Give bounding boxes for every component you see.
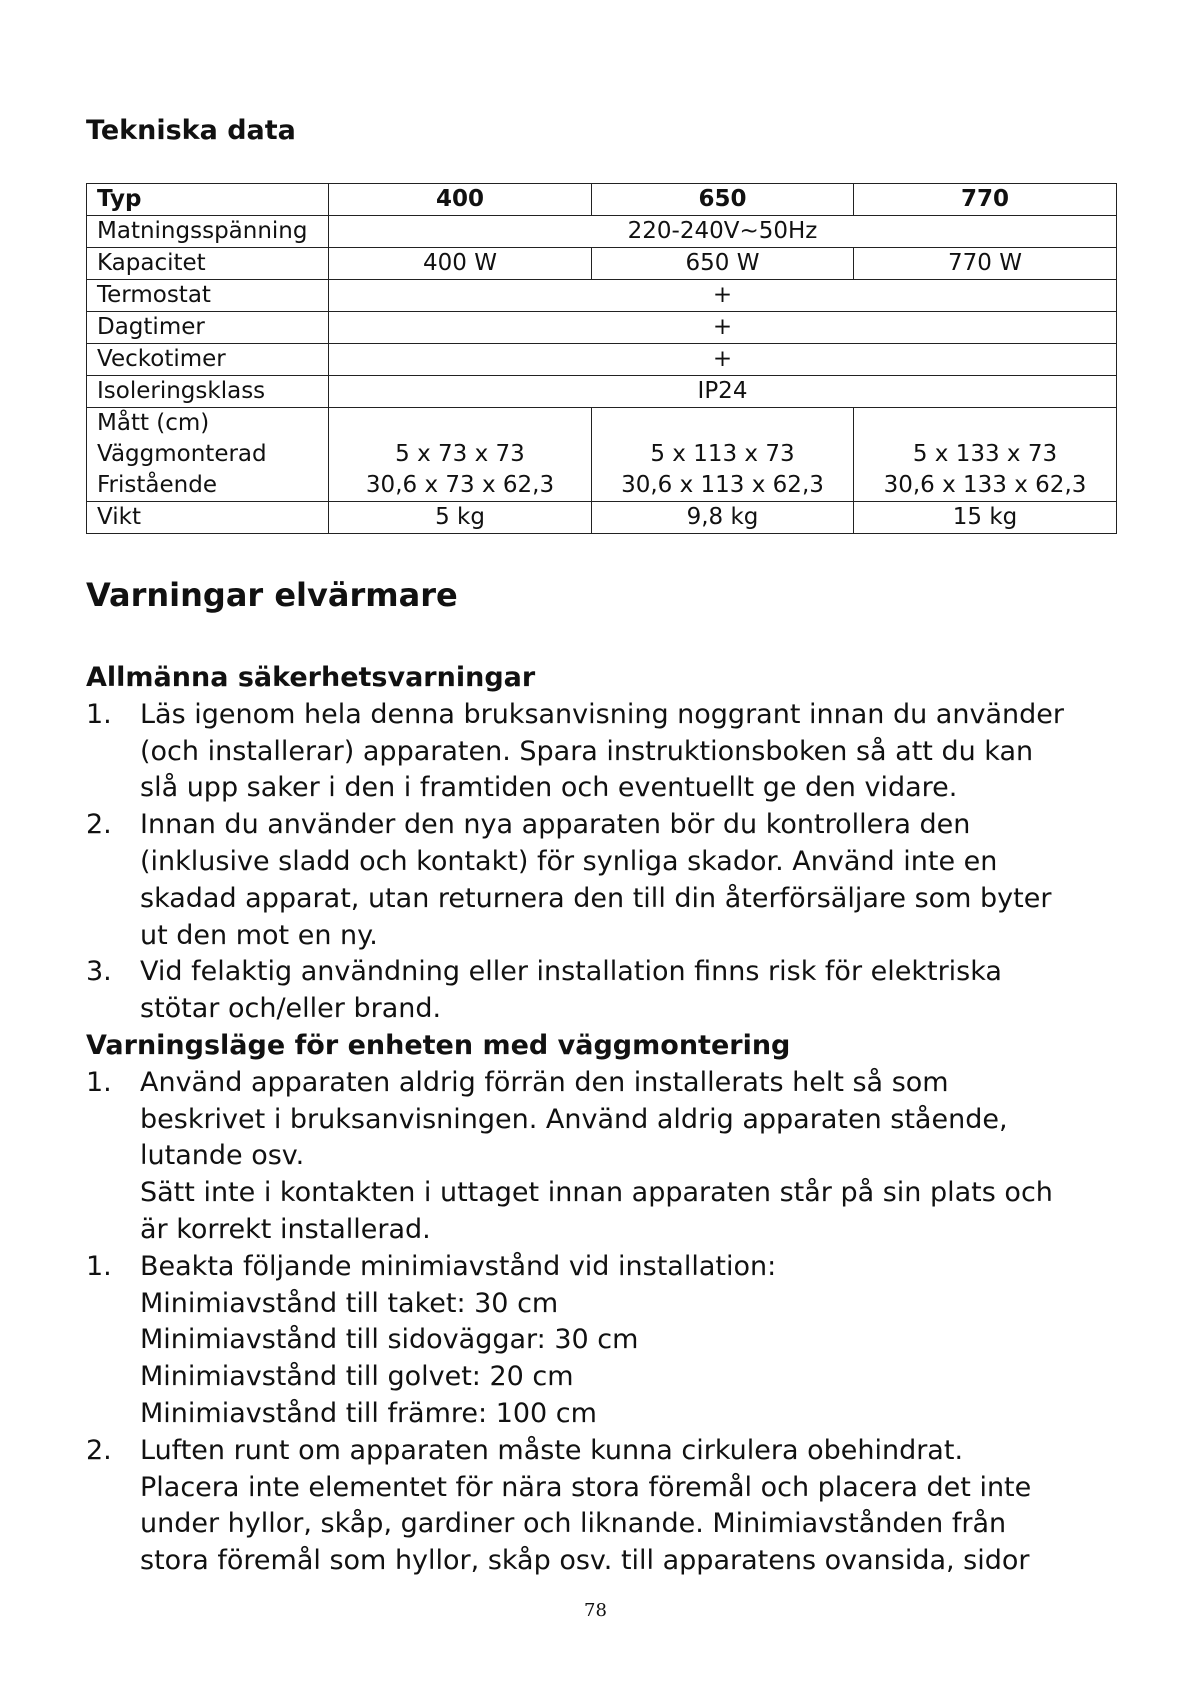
list-item-number: 3. [86, 956, 112, 988]
row-label: Vikt [87, 502, 329, 534]
text-line: Minimiavstånd till främre: 100 cm [140, 1397, 597, 1429]
cell-value: 220-240V~50Hz [329, 216, 1117, 248]
text-line: ut den mot en ny. [140, 919, 378, 951]
cell-value: 5 kg [329, 502, 592, 534]
cell-dimensions-400 [329, 408, 592, 502]
table-row-voltage [87, 216, 1117, 248]
spec-table [86, 183, 1117, 534]
list-item-number: 1. [86, 698, 112, 730]
cell-value: 770 W [854, 248, 1117, 280]
row-label: Isoleringsklass [87, 376, 329, 408]
text-line: (inklusive sladd och kontakt) för synliga skador. Använd inte en [140, 845, 998, 877]
list-item-text [140, 1065, 1126, 1249]
list-item [86, 1249, 1126, 1433]
table-row-day-timer [87, 312, 1117, 344]
text-line: Luften runt om apparaten måste kunna cirkulera obehindrat. [140, 1434, 964, 1466]
row-label-dimensions [87, 408, 329, 502]
cell-value: + [329, 312, 1117, 344]
cell-dimensions-770 [854, 408, 1117, 502]
text-line: Sätt inte i kontakten i uttaget innan apparaten står på sin plats och [140, 1177, 1053, 1209]
text-line: under hyllor, skåp, gardiner och liknande. Minimiavstånden från [140, 1508, 1007, 1540]
section-title-tekniska-data: Tekniska data [86, 115, 296, 146]
table-header-row [87, 184, 1117, 216]
subsection-title-wall-mount: Varningsläge för enheten med väggmontering [86, 1029, 791, 1061]
cell-value: 15 kg [854, 502, 1117, 534]
list-item [86, 1433, 1126, 1580]
list-item [86, 697, 1126, 807]
row-label: Kapacitet [87, 248, 329, 280]
row-label: Termostat [87, 280, 329, 312]
cell-value: 650 W [592, 248, 854, 280]
text-line: Minimiavstånd till taket: 30 cm [140, 1287, 559, 1319]
text-line: lutande osv. [140, 1140, 305, 1172]
warnings-body [86, 660, 1126, 1580]
row-label: Dagtimer [87, 312, 329, 344]
header-cell-650: 650 [592, 184, 854, 216]
free-dimension-value: 30,6 x 113 x 62,3 [621, 472, 824, 498]
list-item-text [140, 1433, 1126, 1580]
cell-value: + [329, 280, 1117, 312]
dimensions-label: Mått (cm) [97, 410, 210, 436]
text-line: (och installerar) apparaten. Spara instruktionsboken så att du kan [140, 735, 1034, 767]
text-line: Vid felaktig användning eller installation finns risk för elektriska [140, 956, 1002, 988]
text-line: Beakta följande minimiavstånd vid installation: [140, 1250, 777, 1282]
wall-mounted-label: Väggmonterad [97, 441, 267, 467]
table-row-week-timer [87, 344, 1117, 376]
text-line: stora föremål som hyllor, skåp osv. till apparatens ovansida, sidor [140, 1545, 1030, 1577]
text-line: Använd apparaten aldrig förrän den installerats helt så som [140, 1066, 949, 1098]
list-item [86, 807, 1126, 954]
subsection-title-general: Allmänna säkerhetsvarningar [86, 662, 536, 693]
list-item [86, 954, 1126, 1028]
text-line: Innan du använder den nya apparaten bör du kontrollera den [140, 809, 971, 841]
cell-value: 9,8 kg [592, 502, 854, 534]
list-item-number: 2. [86, 809, 112, 841]
text-line: beskrivet i bruksanvisningen. Använd aldrig apparaten stående, [140, 1103, 1008, 1135]
cell-value: IP24 [329, 376, 1117, 408]
table-row-weight [87, 502, 1117, 534]
text-line: Läs igenom hela denna bruksanvisning noggrant innan du använder [140, 698, 1064, 730]
wall-dimension-value: 5 x 113 x 73 [650, 441, 795, 467]
header-cell-770: 770 [854, 184, 1117, 216]
list-item-text [140, 954, 1126, 1028]
section-title-varningar: Varningar elvärmare [86, 576, 458, 614]
free-dimension-value: 30,6 x 133 x 62,3 [883, 472, 1087, 498]
list-item-text [140, 1249, 1126, 1433]
table-row-insulation [87, 376, 1117, 408]
text-line: Placera inte elementet för nära stora föremål och placera det inte [140, 1471, 1032, 1503]
list-item-text [140, 807, 1126, 954]
list-item-number: 1. [86, 1066, 112, 1098]
table-row-dimensions [87, 408, 1117, 502]
text-line: stötar och/eller brand. [140, 993, 442, 1025]
wall-dimension-value: 5 x 133 x 73 [912, 441, 1058, 467]
header-cell-400: 400 [329, 184, 592, 216]
general-warnings-list [86, 697, 1126, 1028]
table-row-capacity [87, 248, 1117, 280]
list-item-number: 2. [86, 1434, 112, 1466]
row-label: Veckotimer [87, 344, 329, 376]
table-row-thermostat [87, 280, 1117, 312]
cell-value: + [329, 344, 1117, 376]
text-line: är korrekt installerad. [140, 1213, 431, 1245]
list-item-number: 1. [86, 1250, 112, 1282]
free-dimension-value: 30,6 x 73 x 62,3 [365, 472, 555, 498]
page-number: 78 [584, 1600, 607, 1621]
row-label: Matningsspänning [87, 216, 329, 248]
wall-dimension-value: 5 x 73 x 73 [395, 441, 525, 467]
text-line: slå upp saker i den i framtiden och eventuellt ge den vidare. [140, 772, 958, 804]
cell-dimensions-650 [592, 408, 854, 502]
text-line: Minimiavstånd till golvet: 20 cm [140, 1361, 574, 1393]
cell-value: 400 W [329, 248, 592, 280]
text-line: skadad apparat, utan returnera den till din återförsäljare som byter [140, 882, 1052, 914]
freestanding-label: Fristående [97, 472, 217, 498]
list-item [86, 1065, 1126, 1249]
text-line: Minimiavstånd till sidoväggar: 30 cm [140, 1324, 639, 1356]
header-cell-typ: Typ [87, 184, 329, 216]
wall-mount-warnings-list [86, 1065, 1126, 1580]
list-item-text [140, 697, 1126, 807]
